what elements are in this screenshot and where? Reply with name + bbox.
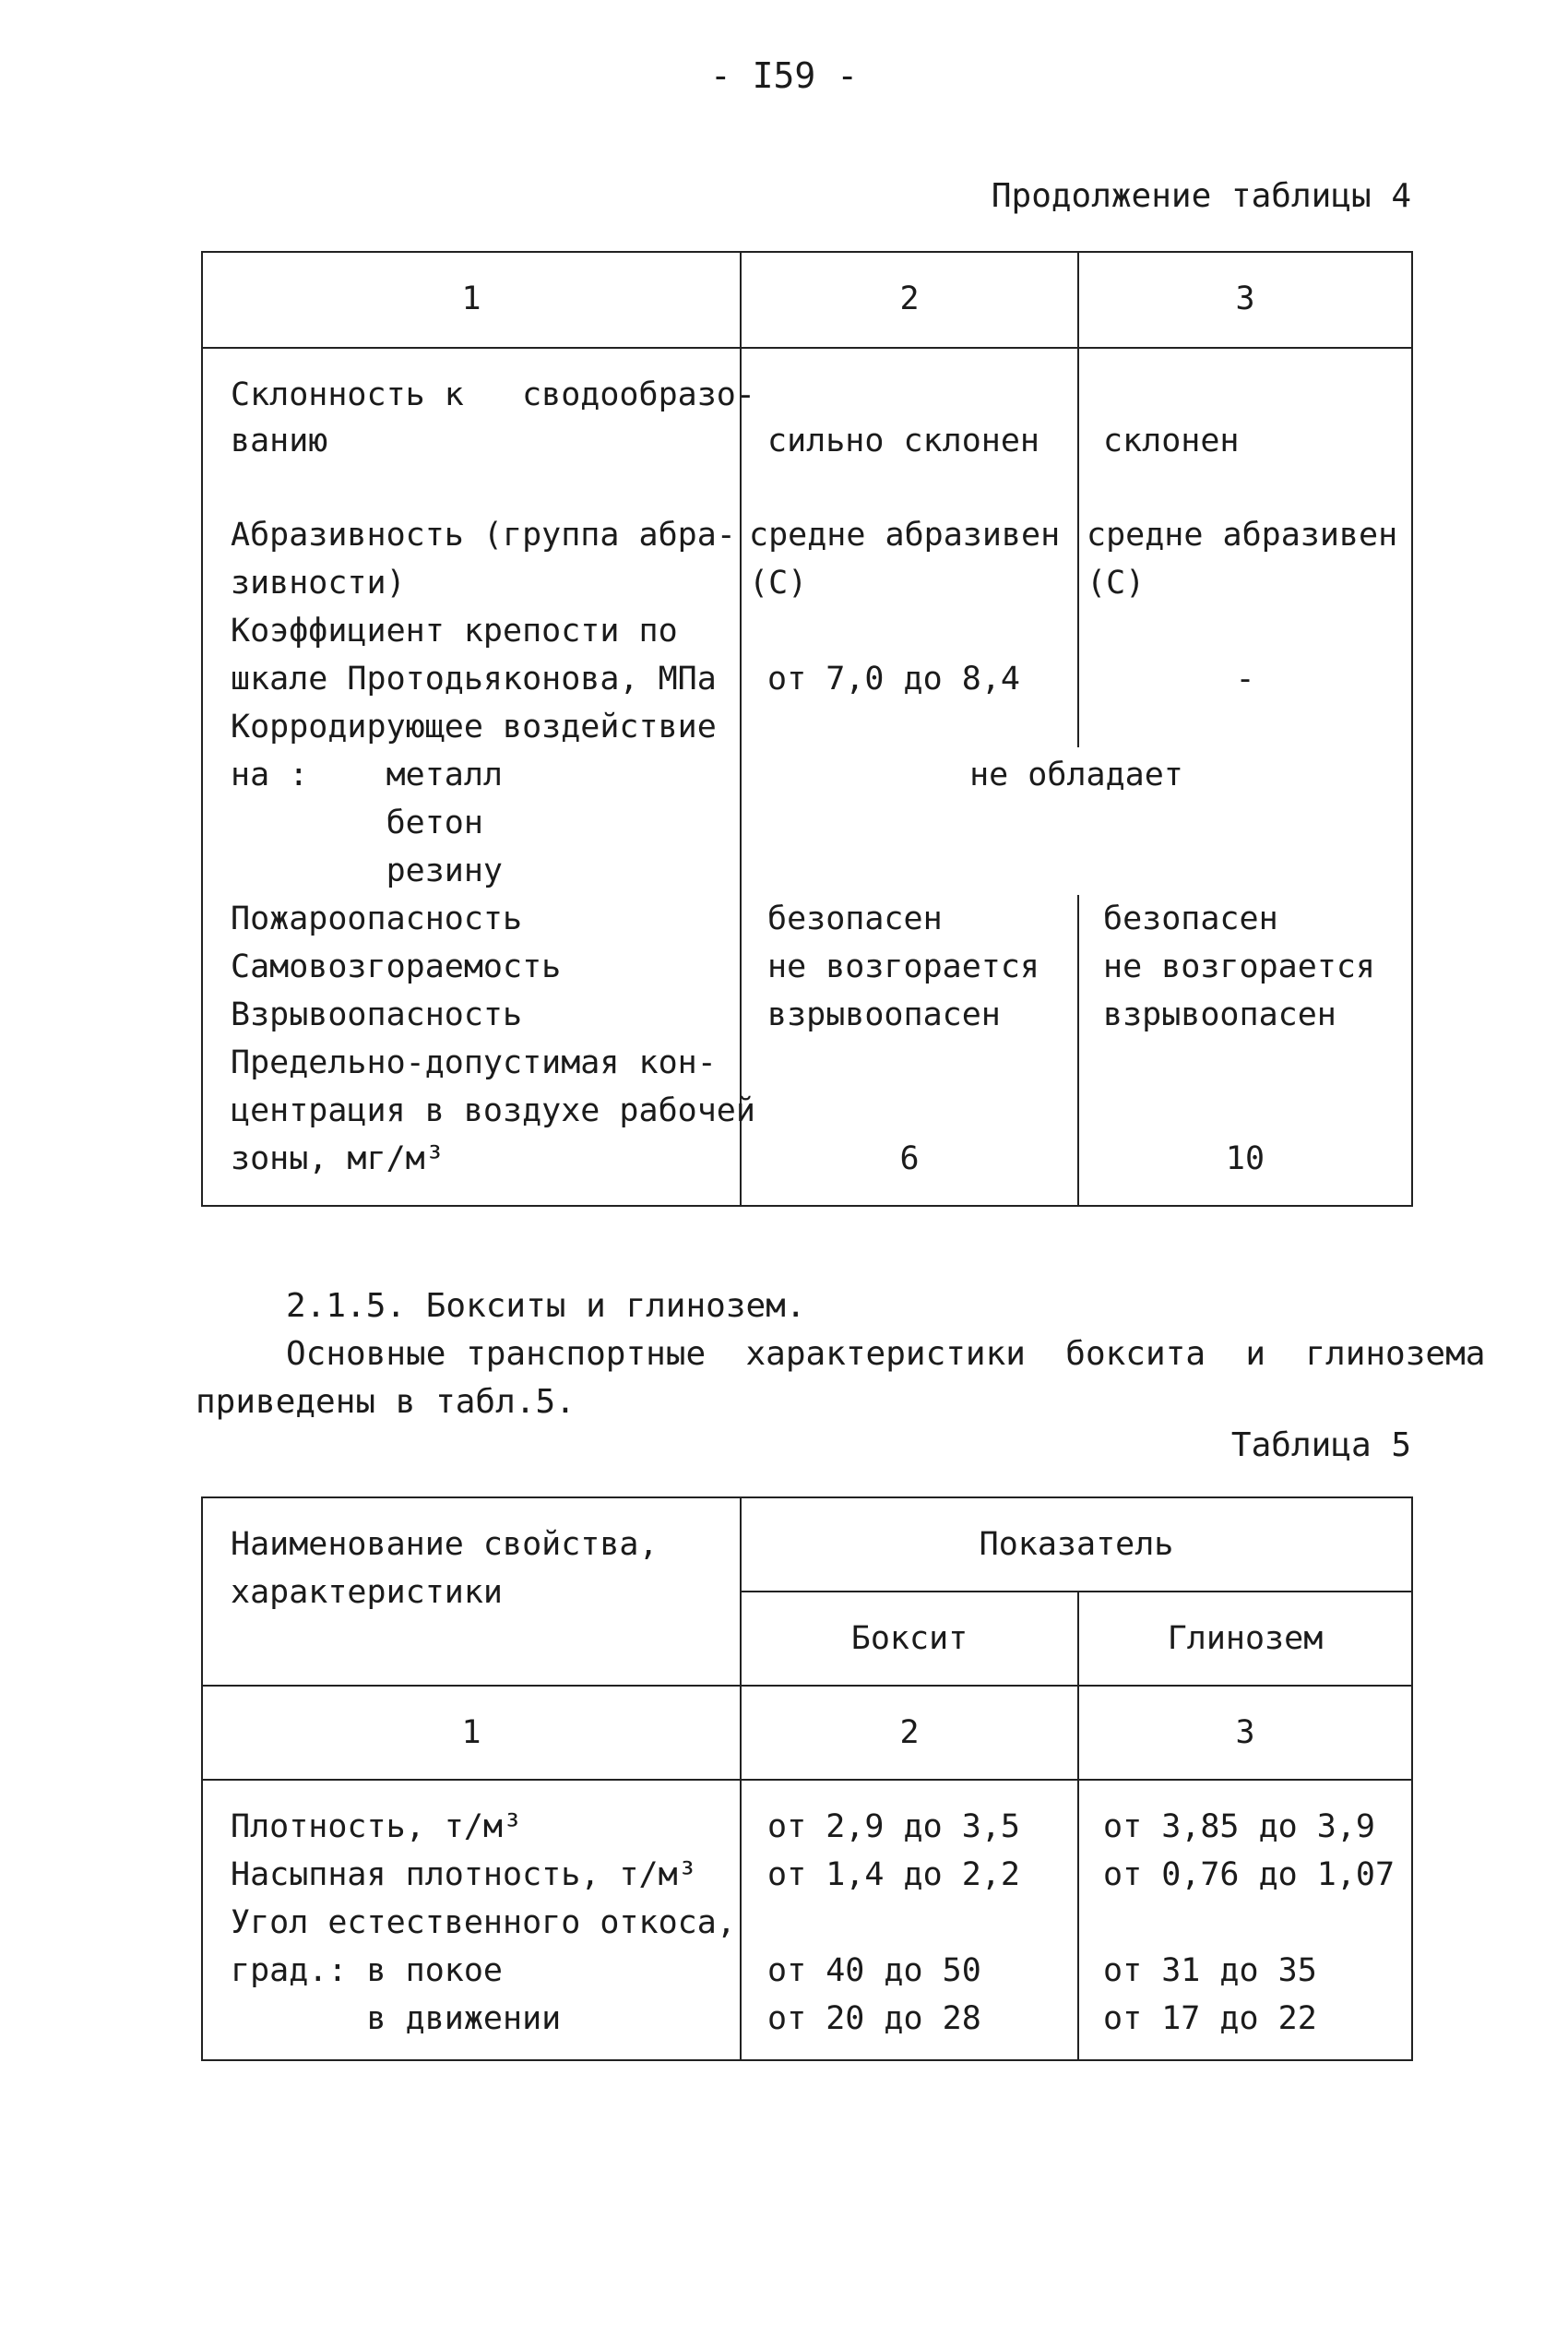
section-paragraph-line2: приведены в табл.5. xyxy=(196,1383,576,1421)
table5-header-divider xyxy=(201,1685,1411,1687)
table5-row5-label: в движении xyxy=(231,2000,562,2037)
table5-row1-label: Плотность, т/м³ xyxy=(231,1808,523,1845)
table5-row5-col3: от 17 до 22 xyxy=(1103,2000,1317,2037)
table5-row4-col2: от 40 до 50 xyxy=(767,1952,981,1989)
table4-row8-label-line3: зоны, мг/м³ xyxy=(231,1140,445,1177)
table4-row3-label-line2: шкале Протодьяконова, МПа xyxy=(231,661,717,698)
table5-col-divider-1 xyxy=(740,1496,742,2061)
table4-row5-label: Пожароопасность xyxy=(231,900,523,937)
table5-head-sub-bauxite: Боксит xyxy=(850,1620,968,1657)
table4-row1-col2: сильно склонен xyxy=(767,423,1040,459)
table4-row3-col3: - xyxy=(1235,661,1255,698)
table5-left-border xyxy=(201,1496,203,2061)
table5-head-sub-alumina: Глинозем xyxy=(1167,1620,1324,1657)
table5-row2-col3: от 0,76 до 1,07 xyxy=(1103,1856,1396,1893)
table4-col-header-3: 3 xyxy=(1235,280,1255,317)
table4-row8-label-line1: Предельно-допустимая кон- xyxy=(231,1044,717,1081)
table4-col-header-2: 2 xyxy=(899,280,920,317)
table4-row2-label-line1: Абразивность (группа абра- xyxy=(231,517,736,554)
table5-row3-label: Угол естественного откоса, xyxy=(231,1904,736,1941)
table5-row2-col2: от 1,4 до 2,2 xyxy=(767,1856,1020,1893)
table5-head-col1-line1: Наименование свойства, xyxy=(231,1526,659,1563)
table5-row5-col2: от 20 до 28 xyxy=(767,2000,981,2037)
table4-row4-label-line3: бетон xyxy=(231,805,483,841)
table4-row7-col3: взрывоопасен xyxy=(1103,996,1336,1033)
table5-row1-col3: от 3,85 до 3,9 xyxy=(1103,1808,1376,1845)
table4-row2-col2-line2: (С) xyxy=(749,565,808,602)
table5-row1-col2: от 2,9 до 3,5 xyxy=(767,1808,1020,1845)
table4-right-border xyxy=(1411,251,1413,1207)
table4-caption: Продолжение таблицы 4 xyxy=(991,177,1411,215)
table5-row2-label: Насыпная плотность, т/м³ xyxy=(231,1856,697,1893)
table4-row6-label: Самовозгораемость xyxy=(231,948,562,985)
page-number: - I59 - xyxy=(709,55,859,96)
table4-row4-label-line2: на : металл xyxy=(231,757,504,793)
table5-head-col1-line2: характеристики xyxy=(231,1574,504,1611)
table4-top-border xyxy=(201,251,1411,253)
table5-col-header-1: 1 xyxy=(461,1714,481,1751)
section-heading: 2.1.5. Бокситы и глинозем. xyxy=(286,1287,806,1325)
table4-row2-col3-line1: средне абразивен xyxy=(1087,517,1398,554)
table5-col-header-3: 3 xyxy=(1235,1714,1255,1751)
table4-row6-col2: не возгорается xyxy=(767,948,1040,985)
table5-row4-label: град.: в покое xyxy=(231,1952,504,1989)
table4-row1-col3: склонен xyxy=(1103,423,1240,459)
table4-row2-col2-line1: средне абразивен xyxy=(749,517,1061,554)
table5-numbers-divider xyxy=(201,1779,1411,1781)
table4-row6-col3: не возгорается xyxy=(1103,948,1376,985)
table4-row4-merged-value: не обладает xyxy=(969,757,1183,793)
table4-row7-label: Взрывоопасность xyxy=(231,996,523,1033)
table4-col-header-1: 1 xyxy=(461,280,481,317)
table5-top-border xyxy=(201,1496,1411,1498)
table5-group-divider xyxy=(740,1591,1411,1592)
table4-left-border xyxy=(201,251,203,1207)
table5-caption: Таблица 5 xyxy=(1230,1426,1411,1464)
table4-row4-label-line4: резину xyxy=(231,852,504,889)
table4-bottom-border xyxy=(201,1205,1411,1207)
table4-row1-label-line2: ванию xyxy=(231,423,328,459)
table5-bottom-border xyxy=(201,2059,1411,2061)
table4-header-divider xyxy=(201,347,1411,349)
table4-row5-col2: безопасен xyxy=(767,900,943,937)
table4-row2-label-line2: зивности) xyxy=(231,565,406,602)
table4-row3-col2: от 7,0 до 8,4 xyxy=(767,661,1020,698)
table5-col-header-2: 2 xyxy=(899,1714,920,1751)
table4-row1-label-line1: Склонность к сводообразо- xyxy=(231,376,755,413)
table4-row3-label-line1: Коэффициент крепости по xyxy=(231,613,678,650)
table5-right-border xyxy=(1411,1496,1413,2061)
table4-row2-col3-line2: (С) xyxy=(1087,565,1146,602)
table4-row7-col2: взрывоопасен xyxy=(767,996,1001,1033)
table4-row5-col3: безопасен xyxy=(1103,900,1278,937)
table5-head-group: Показатель xyxy=(979,1526,1174,1563)
table5-row4-col3: от 31 до 35 xyxy=(1103,1952,1317,1989)
table4-row8-col2: 6 xyxy=(899,1140,920,1177)
table4-row8-label-line2: центрация в воздухе рабочей xyxy=(231,1092,755,1129)
table4-row4-label-line1: Корродирующее воздействие xyxy=(231,709,717,745)
table4-row8-col3: 10 xyxy=(1225,1140,1265,1177)
section-paragraph-line1: Основные транспортные характеристики боксита и глинозема xyxy=(286,1335,1486,1373)
